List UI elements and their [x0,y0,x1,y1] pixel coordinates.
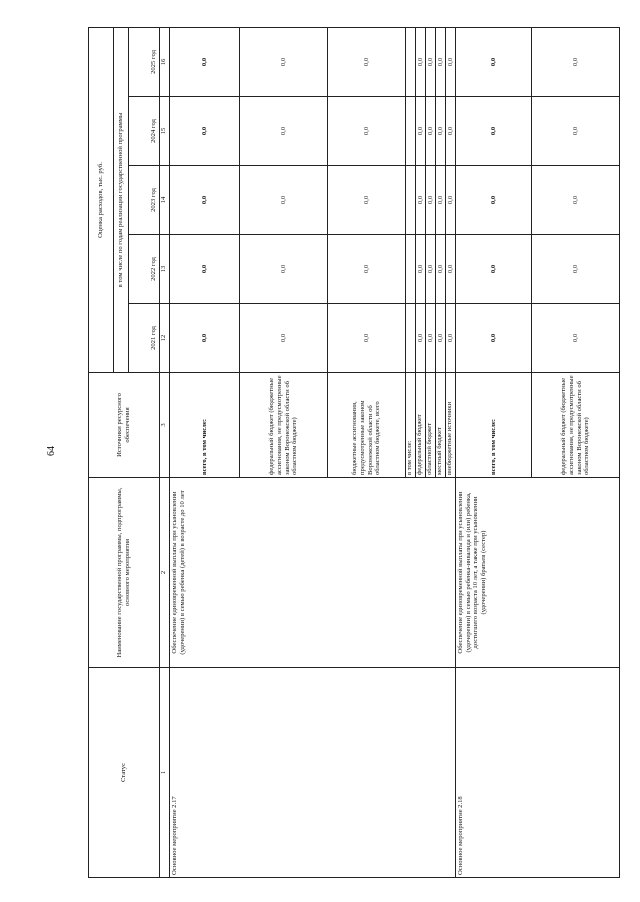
source-cell: в том числе: [406,373,416,478]
source-cell: федеральный бюджет (бюджетные ассигнования, не предусмотренные законом Воронежской области об областном бюджете) [240,373,328,478]
header-year-2025: 2025 год [129,27,160,96]
value-cell: 0,0 [416,27,426,96]
value-cell: 0,0 [416,235,426,304]
measure-name-cell: Обеспечение единовременной выплаты при усыновлении (удочерении) в семью ребенка-инвалида и (или) ребенка, достигшего возраста 10 лет, а также при усыновлении (удочерении) братьев (сестер) [456,478,620,668]
value-cell [406,166,416,235]
value-cell [406,97,416,166]
col-num-2: 2 [160,478,170,668]
header-year-2022: 2022 год [129,235,160,304]
value-cell: 0,0 [416,97,426,166]
value-cell: 0,0 [426,97,436,166]
value-cell: 0,0 [170,27,240,96]
value-cell [406,27,416,96]
source-cell: всего, в том числе: [456,373,532,478]
value-cell [406,235,416,304]
value-cell: 0,0 [436,27,446,96]
value-cell: 0,0 [532,235,620,304]
value-cell: 0,0 [328,166,406,235]
source-cell: бюджетные ассигнования, предусмотренные законом Воронежской области об областном бюджете, всего [328,373,406,478]
value-cell: 0,0 [240,27,328,96]
status-cell: Основное мероприятие 2.18 [456,668,620,878]
col-num-16: 16 [160,27,170,96]
value-cell: 0,0 [532,97,620,166]
header-status: Статус [89,668,160,878]
header-by-year: в том числе по годам реализации государственной программы [114,27,129,372]
value-cell: 0,0 [170,304,240,373]
source-cell: внебюджетные источники [446,373,456,478]
value-cell: 0,0 [170,97,240,166]
rotated-table-container [88,28,591,878]
value-cell: 0,0 [446,166,456,235]
page-number: 64 [46,446,57,456]
expenditure-table [88,27,620,878]
col-num-12: 12 [160,304,170,373]
value-cell: 0,0 [426,27,436,96]
value-cell: 0,0 [446,235,456,304]
value-cell: 0,0 [456,304,532,373]
value-cell: 0,0 [426,235,436,304]
col-num-13: 13 [160,235,170,304]
value-cell [406,304,416,373]
header-year-2024: 2024 год [129,97,160,166]
value-cell: 0,0 [426,166,436,235]
value-cell: 0,0 [456,166,532,235]
table-row [170,27,240,877]
header-year-2023: 2023 год [129,166,160,235]
value-cell: 0,0 [456,27,532,96]
value-cell: 0,0 [446,304,456,373]
value-cell: 0,0 [456,235,532,304]
value-cell: 0,0 [240,97,328,166]
value-cell: 0,0 [170,166,240,235]
value-cell: 0,0 [240,304,328,373]
source-cell: местный бюджет [436,373,446,478]
value-cell: 0,0 [436,304,446,373]
source-cell: областной бюджет [426,373,436,478]
table-row [456,27,532,877]
value-cell: 0,0 [240,235,328,304]
value-cell: 0,0 [436,235,446,304]
source-cell: всего, в том числе: [170,373,240,478]
value-cell: 0,0 [328,304,406,373]
value-cell: 0,0 [240,166,328,235]
value-cell: 0,0 [456,97,532,166]
value-cell: 0,0 [532,304,620,373]
status-cell: Основное мероприятие 2.17 [170,668,456,878]
header-estimate: Оценка расходов, тыс. руб. [89,27,114,372]
value-cell: 0,0 [170,235,240,304]
value-cell: 0,0 [416,304,426,373]
value-cell: 0,0 [532,166,620,235]
measure-name-cell: Обеспечение единовременной выплаты при усыновлении (удочерении) в семью ребенка (детей) в возрасте до 10 лет [170,478,456,668]
header-name: Наименование государственной программы, подпрограммы, основного мероприятия [89,478,160,668]
value-cell: 0,0 [532,27,620,96]
col-num-14: 14 [160,166,170,235]
header-source: Источники ресурсного обеспечения [89,373,160,478]
source-cell: федеральный бюджет [416,373,426,478]
value-cell: 0,0 [446,27,456,96]
header-year-2021: 2021 год [129,304,160,373]
column-number-row [160,27,170,877]
value-cell: 0,0 [328,97,406,166]
col-num-15: 15 [160,97,170,166]
header-row-1 [89,27,114,877]
col-num-1: 1 [160,668,170,878]
value-cell: 0,0 [426,304,436,373]
value-cell: 0,0 [436,166,446,235]
value-cell: 0,0 [328,27,406,96]
value-cell: 0,0 [436,97,446,166]
value-cell: 0,0 [416,166,426,235]
source-cell: федеральный бюджет (бюджетные ассигнования, не предусмотренные законом Воронежской области об областном бюджете) [532,373,620,478]
value-cell: 0,0 [446,97,456,166]
value-cell: 0,0 [328,235,406,304]
col-num-3: 3 [160,373,170,478]
